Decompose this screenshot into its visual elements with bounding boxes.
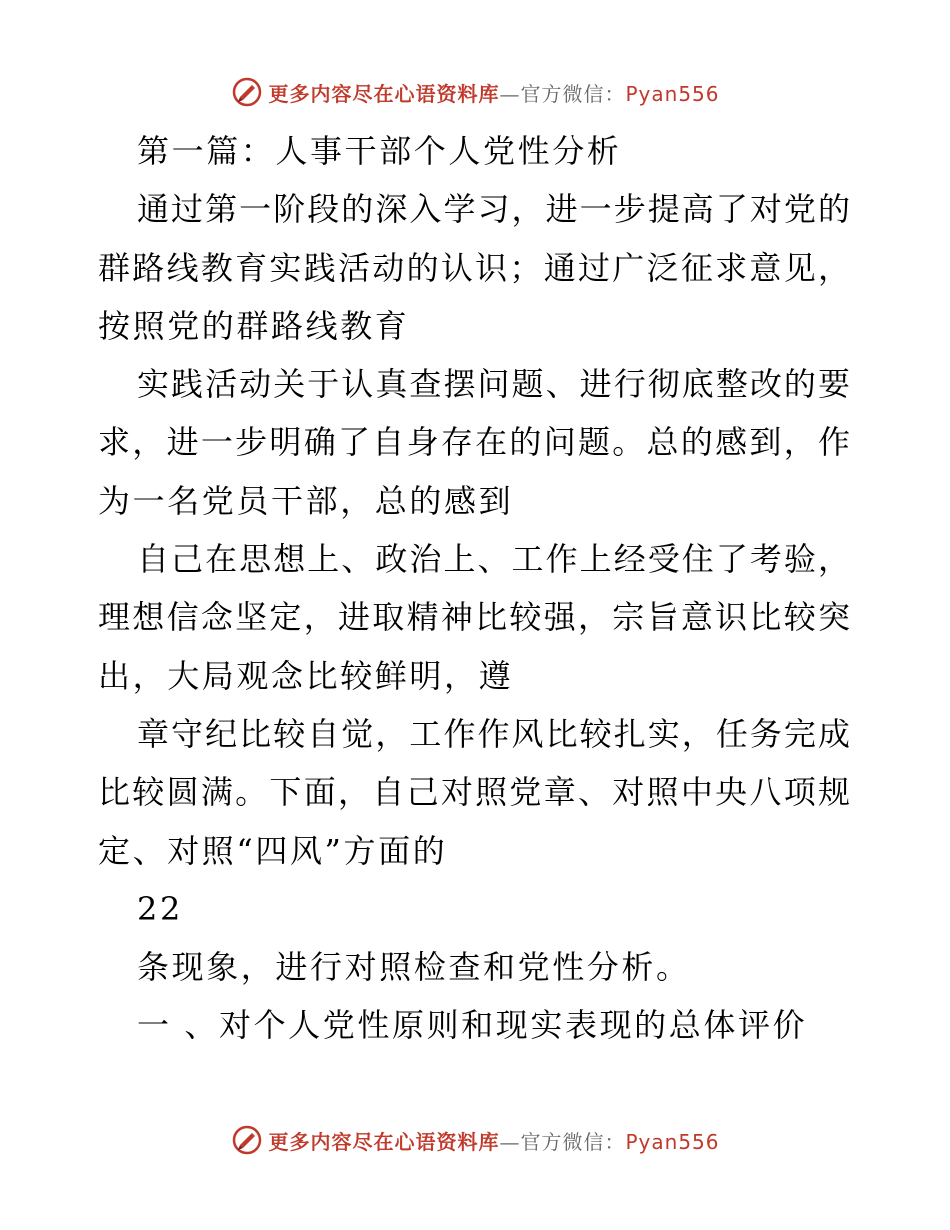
banner-wechat-label: 官方微信： [520,1129,626,1154]
banner-main-text: 更多内容尽在心语资料库 [268,81,500,106]
banner-wechat-id: Pyan556 [625,1129,720,1154]
banner-text [268,78,719,107]
text-line: 理想信念坚定，进取精神比较强，宗旨意识比较突 [98,598,850,637]
banner-wechat-label: 官方微信： [520,81,626,106]
text-line: 条现象，进行对照检查和党性分析。 [137,948,691,987]
text-line: 22 [137,889,183,928]
text-line: 为一名党员干部，总的感到 [98,481,514,520]
banner-dash: — [499,81,521,106]
banner-text [268,1126,719,1155]
text-line: 实践活动关于认真查摆问题、进行彻底整改的要 [137,365,850,404]
text-line: 比较圆满。下面，自己对照党章、对照中央八项规 [98,773,850,812]
document-body [98,122,850,1055]
text-line: 通过第一阶段的深入学习，进一步提高了对党的 [137,190,850,229]
footer-banner [0,1120,950,1160]
text-line: 求，进一步明确了自身存在的问题。总的感到，作 [98,423,850,462]
banner-main-text: 更多内容尽在心语资料库 [268,1129,500,1154]
text-line: 自己在思想上、政治上、工作上经受住了考验， [137,540,850,579]
text-line: 按照党的群路线教育 [98,306,410,345]
banner-wechat-id: Pyan556 [625,81,720,106]
text-line: 定、对照“四风”方面的 [98,831,448,870]
pen-logo-icon [230,1123,264,1157]
banner-dash: — [499,1129,521,1154]
text-line: 群路线教育实践活动的认识；通过广泛征求意见， [98,248,850,287]
text-line: 章守纪比较自觉，工作作风比较扎实，任务完成 [137,714,850,753]
text-line: 一 、对个人党性原则和现实表现的总体评价 [137,1006,808,1045]
header-banner [0,72,950,112]
pen-logo-icon [230,75,264,109]
text-line: 出，大局观念比较鲜明，遵 [98,656,514,695]
text-line: 第一篇：人事干部个人党性分析 [137,132,622,170]
